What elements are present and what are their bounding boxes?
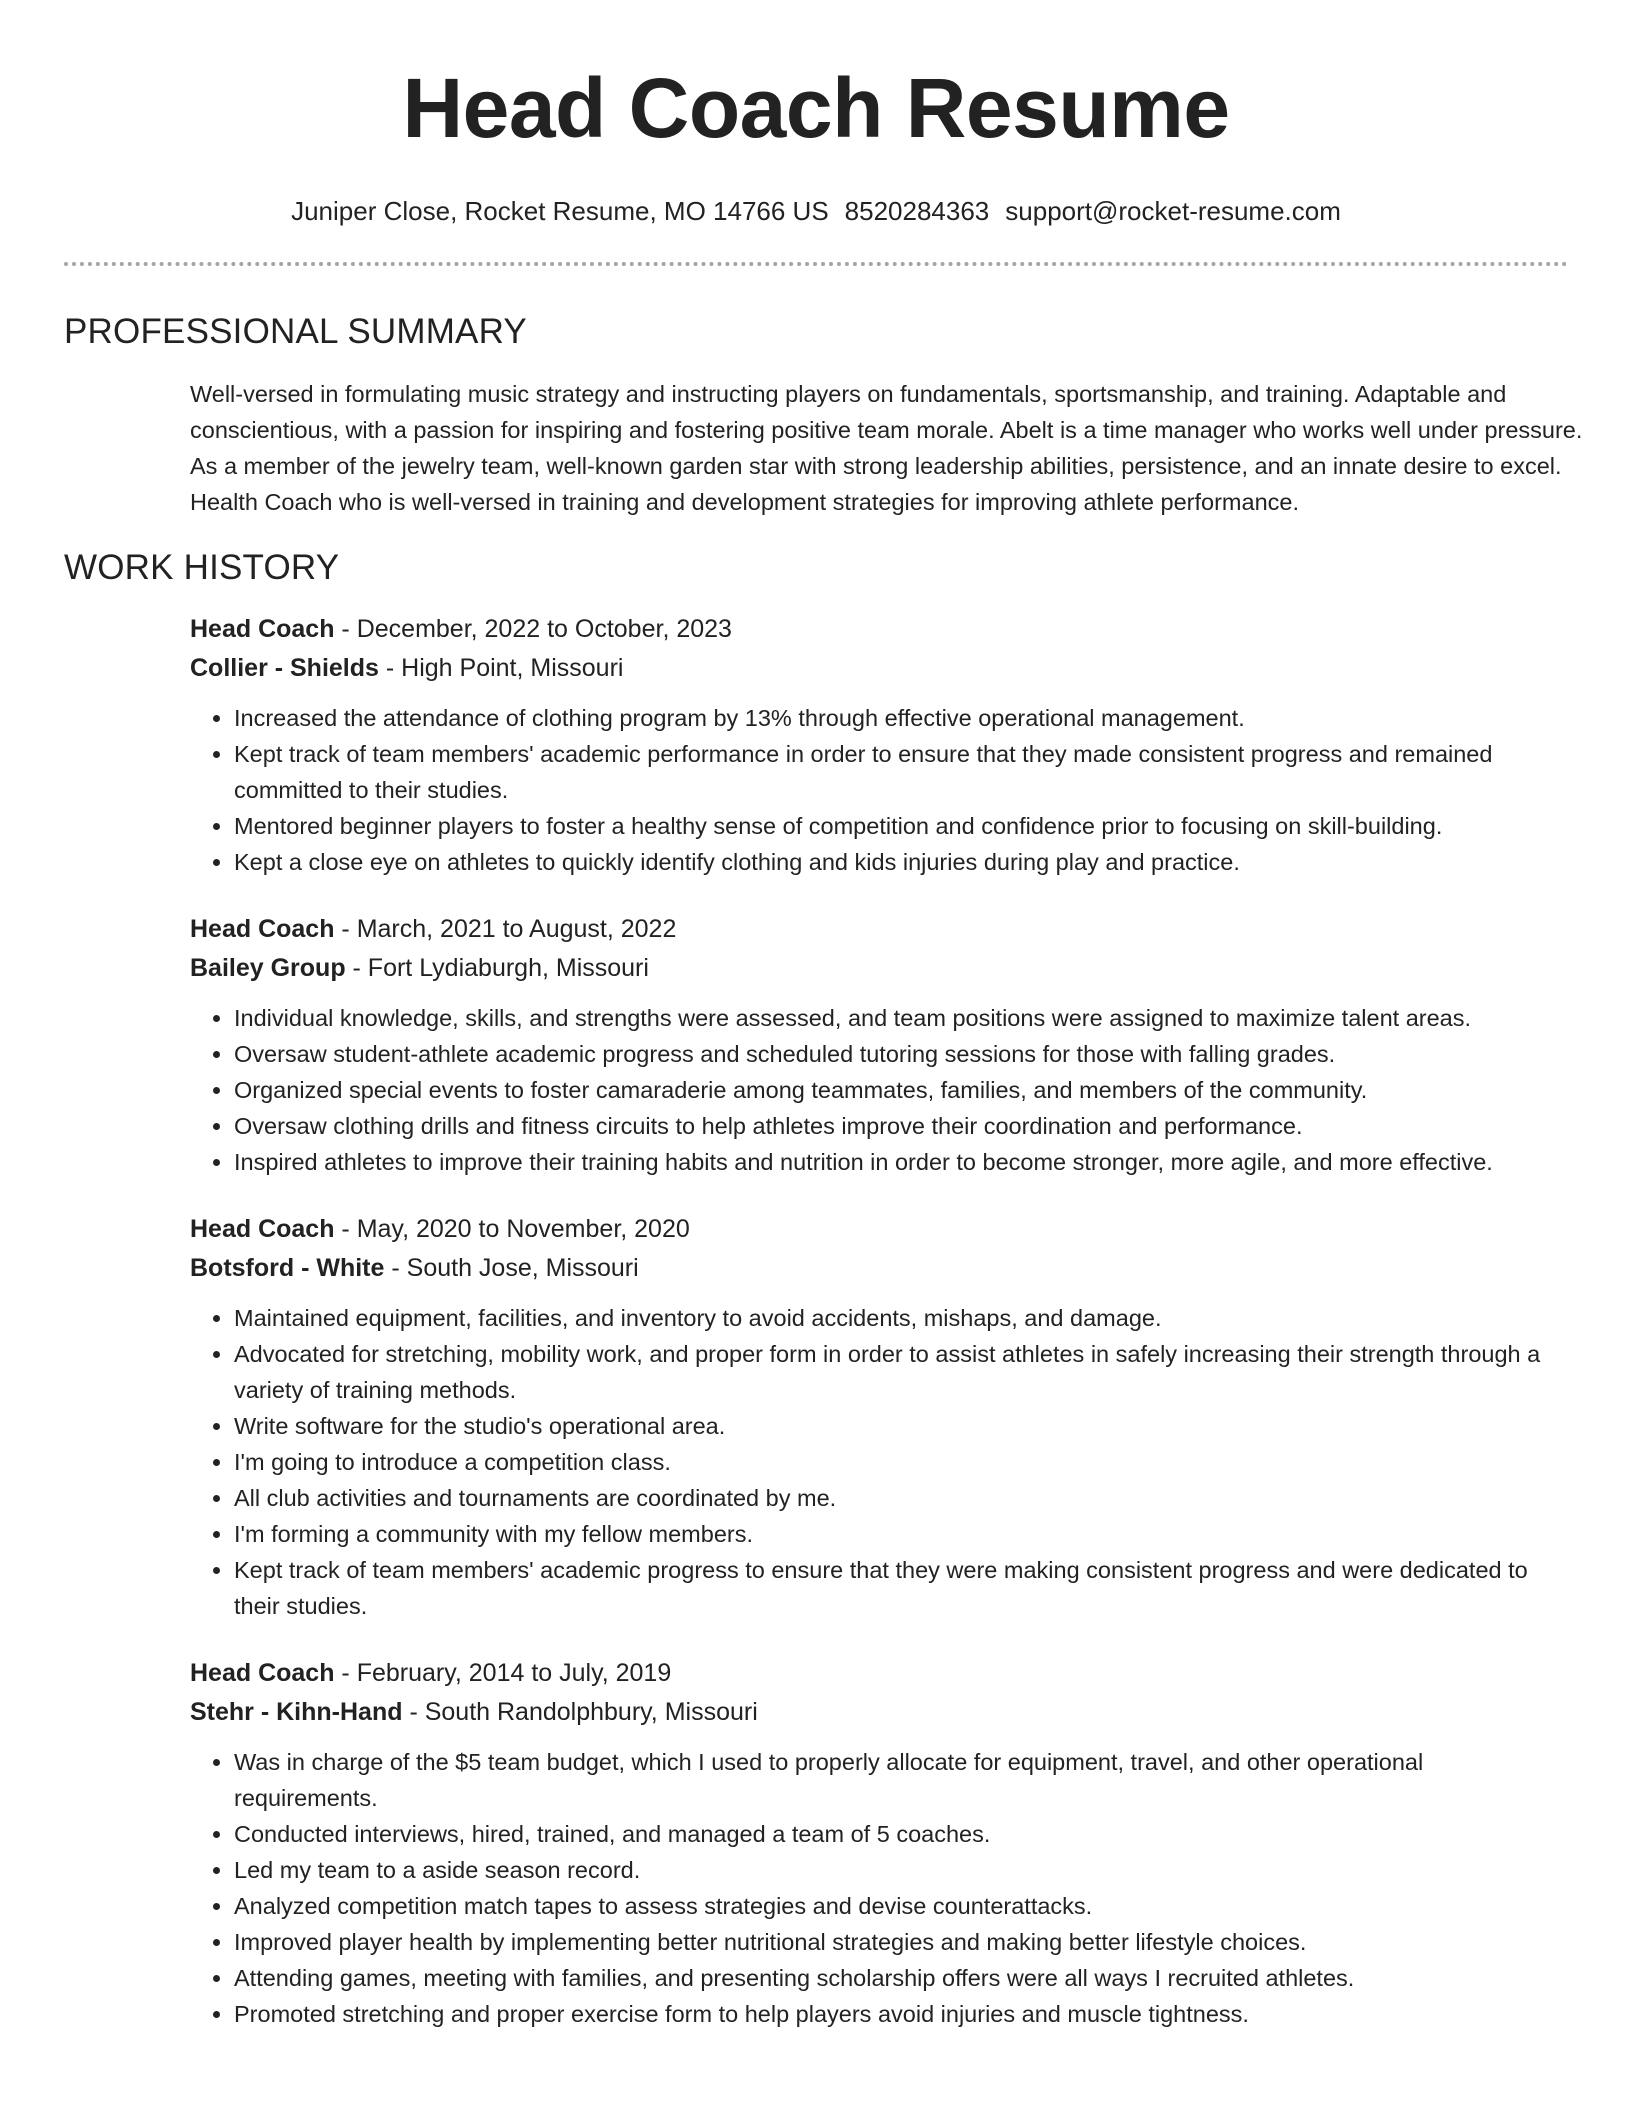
job-bullet: • Increased the attendance of clothing program by 13% through effective operational management. <box>234 700 1568 736</box>
header-divider <box>64 262 1568 266</box>
job-location: - High Point, Missouri <box>378 654 624 682</box>
job-company-line <box>190 1693 1568 1732</box>
job-bullet: • All club activities and tournaments are coordinated by me. <box>234 1480 1568 1516</box>
job-title: Head Coach <box>190 615 335 643</box>
job-bullet: • Was in charge of the $5 team budget, which I used to properly allocate for equipment, travel, and other operational requirements. <box>234 1744 1568 1816</box>
job-bullets <box>190 1000 1568 1180</box>
job-bullets <box>190 1744 1568 2032</box>
job-title: Head Coach <box>190 915 335 943</box>
job-company: Collier - Shields <box>190 654 379 682</box>
summary-text: Well-versed in formulating music strategy and instructing players on fundamentals, sportsmanship, and training. Adaptable and conscientious, with a passion for inspiring and fostering positive team morale. Abelt is a time manager who works well under pressure. As a member of the jewelry team, well-known garden star with strong leadership abilities, persistence, and an innate desire to excel. Health Coach who is well-versed in training and development strategies for improving athlete performance. <box>190 381 1583 515</box>
job-bullet: • Maintained equipment, facilities, and inventory to avoid accidents, mishaps, and damage. <box>234 1300 1568 1336</box>
job-bullet: • Advocated for stretching, mobility work, and proper form in order to assist athletes in safely increasing their strength through a variety of training methods. <box>234 1336 1568 1408</box>
job-bullet: • Write software for the studio's operational area. <box>234 1408 1568 1444</box>
job-dates: - May, 2020 to November, 2020 <box>334 1215 690 1243</box>
job-company: Bailey Group <box>190 954 346 982</box>
job-entry <box>190 1654 1568 2032</box>
job-bullet: • Oversaw student-athlete academic progress and scheduled tutoring sessions for those with falling grades. <box>234 1036 1568 1072</box>
job-bullets <box>190 1300 1568 1624</box>
job-dates: - March, 2021 to August, 2022 <box>334 915 677 943</box>
job-entry <box>190 1210 1568 1624</box>
job-title-line <box>190 610 1568 649</box>
job-bullet: • Individual knowledge, skills, and strengths were assessed, and team positions were assigned to maximize talent areas. <box>234 1000 1568 1036</box>
job-title: Head Coach <box>190 1659 335 1687</box>
contact-phone: 8520284363 <box>844 196 990 226</box>
job-company: Stehr - Kihn-Hand <box>190 1698 403 1726</box>
job-bullet: • Oversaw clothing drills and fitness circuits to help athletes improve their coordination and performance. <box>234 1108 1568 1144</box>
work-history-list <box>190 610 1568 2032</box>
job-company-line <box>190 649 1568 688</box>
job-title: Head Coach <box>190 1215 335 1243</box>
job-bullet: • Kept track of team members' academic progress to ensure that they were making consistent progress and were dedicated to their studies. <box>234 1552 1568 1624</box>
job-company-line <box>190 1249 1568 1288</box>
job-bullet: • I'm forming a community with my fellow members. <box>234 1516 1568 1552</box>
contact-address: Juniper Close, Rocket Resume, MO 14766 US <box>291 196 829 226</box>
job-company: Botsford - White <box>190 1254 385 1282</box>
contact-line <box>64 194 1568 228</box>
job-bullet: • Attending games, meeting with families, and presenting scholarship offers were all ways I recruited athletes. <box>234 1960 1568 1996</box>
job-bullet: • I'm going to introduce a competition class. <box>234 1444 1568 1480</box>
work-history-heading: WORK HISTORY <box>64 548 340 587</box>
job-bullet: • Conducted interviews, hired, trained, and managed a team of 5 coaches. <box>234 1816 1568 1852</box>
summary-heading: PROFESSIONAL SUMMARY <box>64 312 527 351</box>
contact-email: support@rocket-resume.com <box>1005 196 1341 226</box>
resume-title: Head Coach Resume <box>402 61 1230 155</box>
job-title-line <box>190 1654 1568 1693</box>
job-bullet: • Kept track of team members' academic performance in order to ensure that they made consistent progress and remained committed to their studies. <box>234 736 1568 808</box>
job-bullet: • Analyzed competition match tapes to assess strategies and devise counterattacks. <box>234 1888 1568 1924</box>
job-bullet: • Mentored beginner players to foster a healthy sense of competition and confidence prior to focusing on skill-building. <box>234 808 1568 844</box>
job-entry <box>190 910 1568 1180</box>
job-location: - South Jose, Missouri <box>384 1254 639 1282</box>
job-title-line <box>190 910 1568 949</box>
job-bullet: • Kept a close eye on athletes to quickly identify clothing and kids injuries during play and practice. <box>234 844 1568 880</box>
job-dates: - December, 2022 to October, 2023 <box>334 615 732 643</box>
job-location: - South Randolphbury, Missouri <box>402 1698 758 1726</box>
job-company-line <box>190 949 1568 988</box>
job-dates: - February, 2014 to July, 2019 <box>334 1659 672 1687</box>
job-bullet: • Organized special events to foster camaraderie among teammates, families, and members of the community. <box>234 1072 1568 1108</box>
job-location: - Fort Lydiaburgh, Missouri <box>345 954 649 982</box>
job-entry <box>190 610 1568 880</box>
job-bullet: • Improved player health by implementing better nutritional strategies and making better lifestyle choices. <box>234 1924 1568 1960</box>
job-title-line <box>190 1210 1568 1249</box>
job-bullet: • Inspired athletes to improve their training habits and nutrition in order to become stronger, more agile, and more effective. <box>234 1144 1568 1180</box>
job-bullet: • Led my team to a aside season record. <box>234 1852 1568 1888</box>
job-bullet: • Promoted stretching and proper exercise form to help players avoid injuries and muscle tightness. <box>234 1996 1568 2032</box>
job-bullets <box>190 700 1568 880</box>
